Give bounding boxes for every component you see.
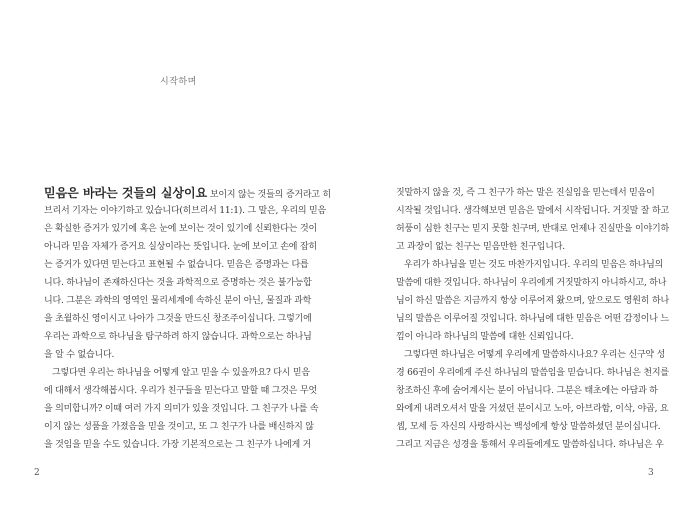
text-line: 에 대해서 생각해봅시다. 우리가 친구들을 믿는다고 말할 때 그것은 무엇 bbox=[44, 386, 317, 396]
lead-phrase: 믿음은 바라는 것들의 실상이요 bbox=[44, 186, 208, 200]
text-line: 우리는 과학으로 하나님을 탐구하려 하지 않습니다. 과학으로는 하나님 bbox=[44, 332, 312, 342]
text-line: 창조하신 후에 숨어계시는 분이 아닙니다. 그분은 태초에는 아담과 하 bbox=[396, 386, 658, 396]
text-line: 말씀에 대한 것입니다. 하나님이 우리에게 거짓말하지 아니하시고, 하나 bbox=[396, 278, 667, 288]
text-line: 이지 않는 성품을 가졌음을 믿을 것이고, 또 그 친구가 나를 배신하지 않 bbox=[44, 422, 314, 432]
text-line: 을 초월하신 영이시고 나아가 그것을 만드신 창조주이십니다. 그렇기에 bbox=[44, 314, 312, 324]
section-heading: 시작하며 bbox=[160, 77, 197, 87]
text-line: 와에게 내려오셔서 말을 거셨던 분이시고 노아, 아브라함, 이삭, 야곱, 요 bbox=[396, 404, 669, 414]
text-line: 짓말하지 않을 것, 즉 그 친구가 하는 말은 진실임을 믿는데서 믿음이 bbox=[396, 188, 655, 198]
text-line: 낌이 아니라 하나님의 말씀에 대한 신뢰입니다. bbox=[396, 332, 574, 342]
right-body-text bbox=[396, 184, 669, 454]
text-line: 우리가 하나님을 믿는 것도 마찬가지입니다. 우리의 믿음은 하나님의 bbox=[404, 260, 664, 270]
text-line: 님이 하신 말씀은 지금까지 항상 이루어져 왔으며, 앞으로도 영원히 하나 bbox=[396, 296, 669, 306]
text-line: 을 의미합니까? 이때 여러 가지 의미가 있을 것입니다. 그 친구가 나를 속 bbox=[44, 404, 319, 414]
text-line: 고 과장이 없는 친구는 믿음만한 친구입니다. bbox=[396, 242, 565, 252]
text-line: 니다. 그분은 과학의 영역인 물리세계에 속하신 분이 아닌, 물질과 과학 bbox=[44, 296, 312, 306]
text-line: 그렇다면 우리는 하나님을 어떻게 알고 믿을 수 있을까요? 다시 믿음 bbox=[52, 368, 310, 378]
text-line: 브리서 기자는 이야기하고 있습니다(히브리서 11:1). 그 말은, 우리의 믿음 bbox=[44, 206, 326, 216]
text-line: 그리고 지금은 성경을 통해서 우리들에게도 말씀하십니다. 하나님은 우 bbox=[396, 440, 664, 450]
text-line: 는 증거가 있다면 믿는다고 표현될 수 없습니다. 믿음은 증명과는 다릅 bbox=[44, 260, 309, 270]
text-line: 님의 말씀은 이루어질 것입니다. 하나님에 대한 믿음은 어떤 감정이나 느 bbox=[396, 314, 669, 324]
page-number: 2 bbox=[34, 468, 40, 478]
text-line: 그렇다면 하나님은 어떻게 우리에게 말씀하시나요? 우리는 신구약 성 bbox=[404, 350, 666, 360]
text-line: 을 것임을 믿을 수도 있습니다. 가장 기본적으로는 그 친구가 나에게 거 bbox=[44, 440, 312, 450]
text-line: 니다. 하나님이 존재하신다는 것을 과학적으로 증명하는 것은 불가능합 bbox=[44, 278, 312, 288]
text-line: 허풍이 심한 친구는 믿지 못할 친구며, 반대로 언제나 진실만을 이야기하 bbox=[396, 224, 669, 234]
page-number: 3 bbox=[648, 468, 654, 478]
text-line: 은 확실한 증거가 있기에 혹은 눈에 보이는 것이 있기에 신뢰한다는 것이 bbox=[44, 224, 317, 234]
text-line-rest: 보이지 않는 것들의 증거라고 히 bbox=[207, 190, 331, 200]
text-line: 시작될 것입니다. 생각해보면 믿음은 말에서 시작됩니다. 거짓말 잘 하고 bbox=[396, 206, 669, 216]
text-line: 셉, 모세 등 자신의 사랑하시는 백성에게 항상 말씀하셨던 분이십니다. bbox=[396, 422, 661, 432]
text-line: 을 알 수 없습니다. bbox=[44, 350, 115, 360]
text-line: 아니라 믿음 자체가 증거요 실상이라는 뜻입니다. 눈에 보이고 손에 잡히 bbox=[44, 242, 317, 252]
text-line: 경 66권이 우리에게 주신 하나님의 말씀임을 믿습니다. 하나님은 천지를 bbox=[396, 368, 669, 378]
